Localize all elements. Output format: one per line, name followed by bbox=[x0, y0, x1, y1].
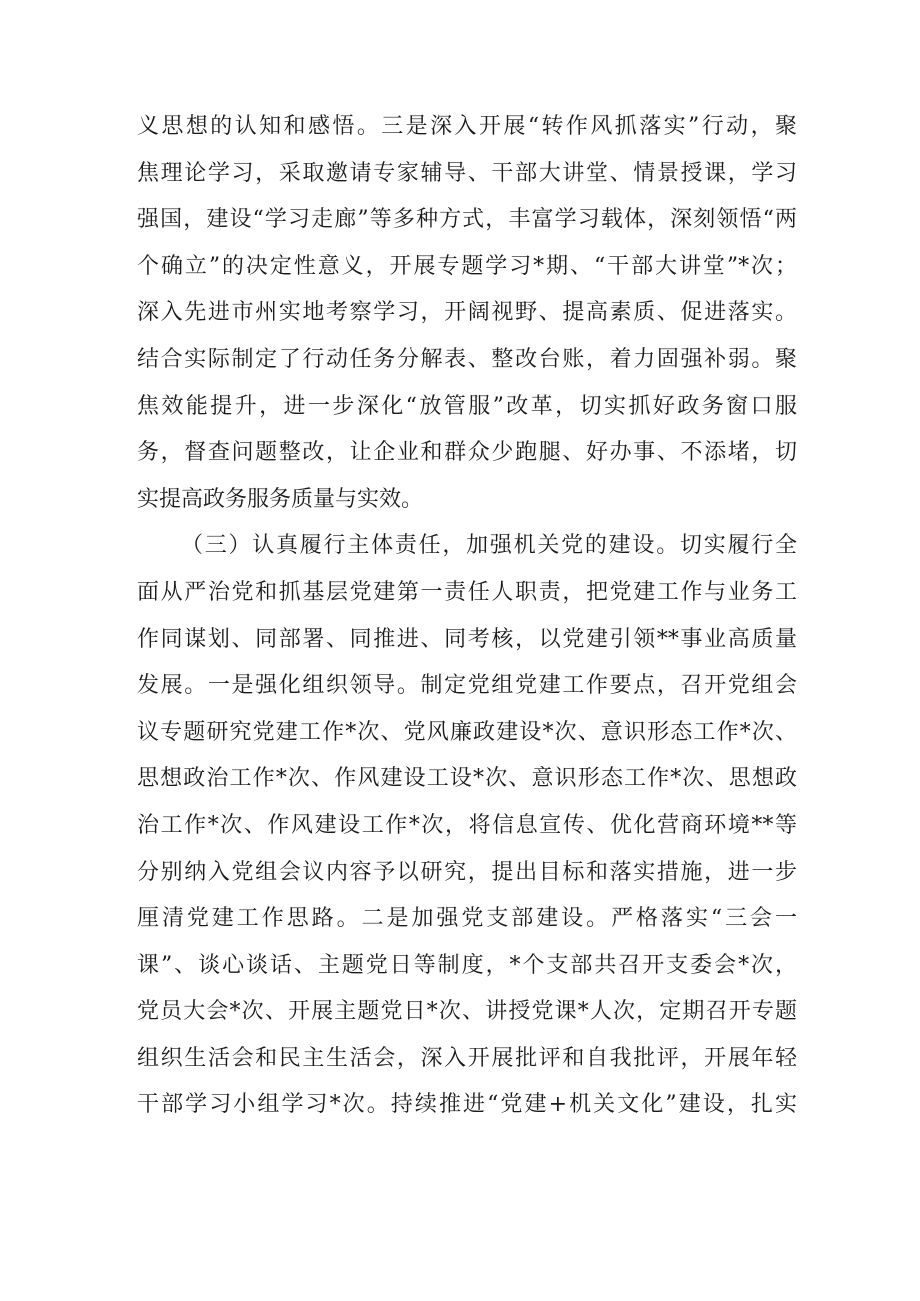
paragraph-end-line: 实提高政务服务质量与实效。 bbox=[137, 486, 424, 512]
text-line: 个确立”的决定性意义，开展专题学习*期、“干部大讲堂”*次； bbox=[137, 253, 797, 279]
text-line: 课”、谈心谈话、主题党日等制度，*个支部共召开支委会*次， bbox=[137, 952, 797, 978]
text-line: 党员大会*次、开展主题党日*次、讲授党课*人次，定期召开专题 bbox=[137, 999, 797, 1025]
text-line: 发展。一是强化组织领导。制定党组党建工作要点，召开党组会 bbox=[137, 673, 797, 699]
text-line: 深入先进市州实地考察学习，开阔视野、提高素质、促进落实。 bbox=[137, 300, 797, 326]
text-line: 分别纳入党组会议内容予以研究，提出目标和落实措施，进一步 bbox=[137, 859, 797, 885]
section-heading-line: （三）认真履行主体责任，加强机关党的建设。切实履行全 bbox=[181, 533, 797, 559]
text-line: 面从严治党和抓基层党建第一责任人职责，把党建工作与业务工 bbox=[137, 579, 797, 605]
text-line: 干部学习小组学习*次。持续推进“党建+机关文化”建设，扎实 bbox=[137, 1092, 797, 1118]
text-line: 厘清党建工作思路。二是加强党支部建设。严格落实“三会一 bbox=[137, 906, 797, 932]
text-line: 焦理论学习，采取邀请专家辅导、干部大讲堂、情景授课，学习 bbox=[137, 160, 797, 186]
text-line: 义思想的认知和感悟。三是深入开展“转作风抓落实”行动，聚 bbox=[137, 114, 797, 139]
text-line: 强国，建设“学习走廊”等多种方式，丰富学习载体，深刻领悟“两 bbox=[137, 207, 797, 233]
text-line: 结合实际制定了行动任务分解表、整改台账，着力固强补弱。聚 bbox=[137, 346, 797, 372]
text-line: 议专题研究党建工作*次、党风廉政建设*次、意识形态工作*次、 bbox=[137, 719, 797, 745]
text-line: 务，督查问题整改，让企业和群众少跑腿、好办事、不添堵，切 bbox=[137, 440, 797, 466]
body-text bbox=[137, 104, 797, 1129]
text-line: 思想政治工作*次、作风建设工设*次、意识形态工作*次、思想政 bbox=[137, 766, 797, 792]
text-line: 作同谋划、同部署、同推进、同考核，以党建引领**事业高质量 bbox=[137, 626, 797, 652]
text-line: 焦效能提升，进一步深化“放管服”改革，切实抓好政务窗口服 bbox=[137, 393, 797, 419]
text-line: 治工作*次、作风建设工作*次，将信息宣传、优化营商环境**等 bbox=[137, 812, 797, 838]
text-line: 组织生活会和民主生活会，深入开展批评和自我批评，开展年轻 bbox=[137, 1045, 797, 1071]
